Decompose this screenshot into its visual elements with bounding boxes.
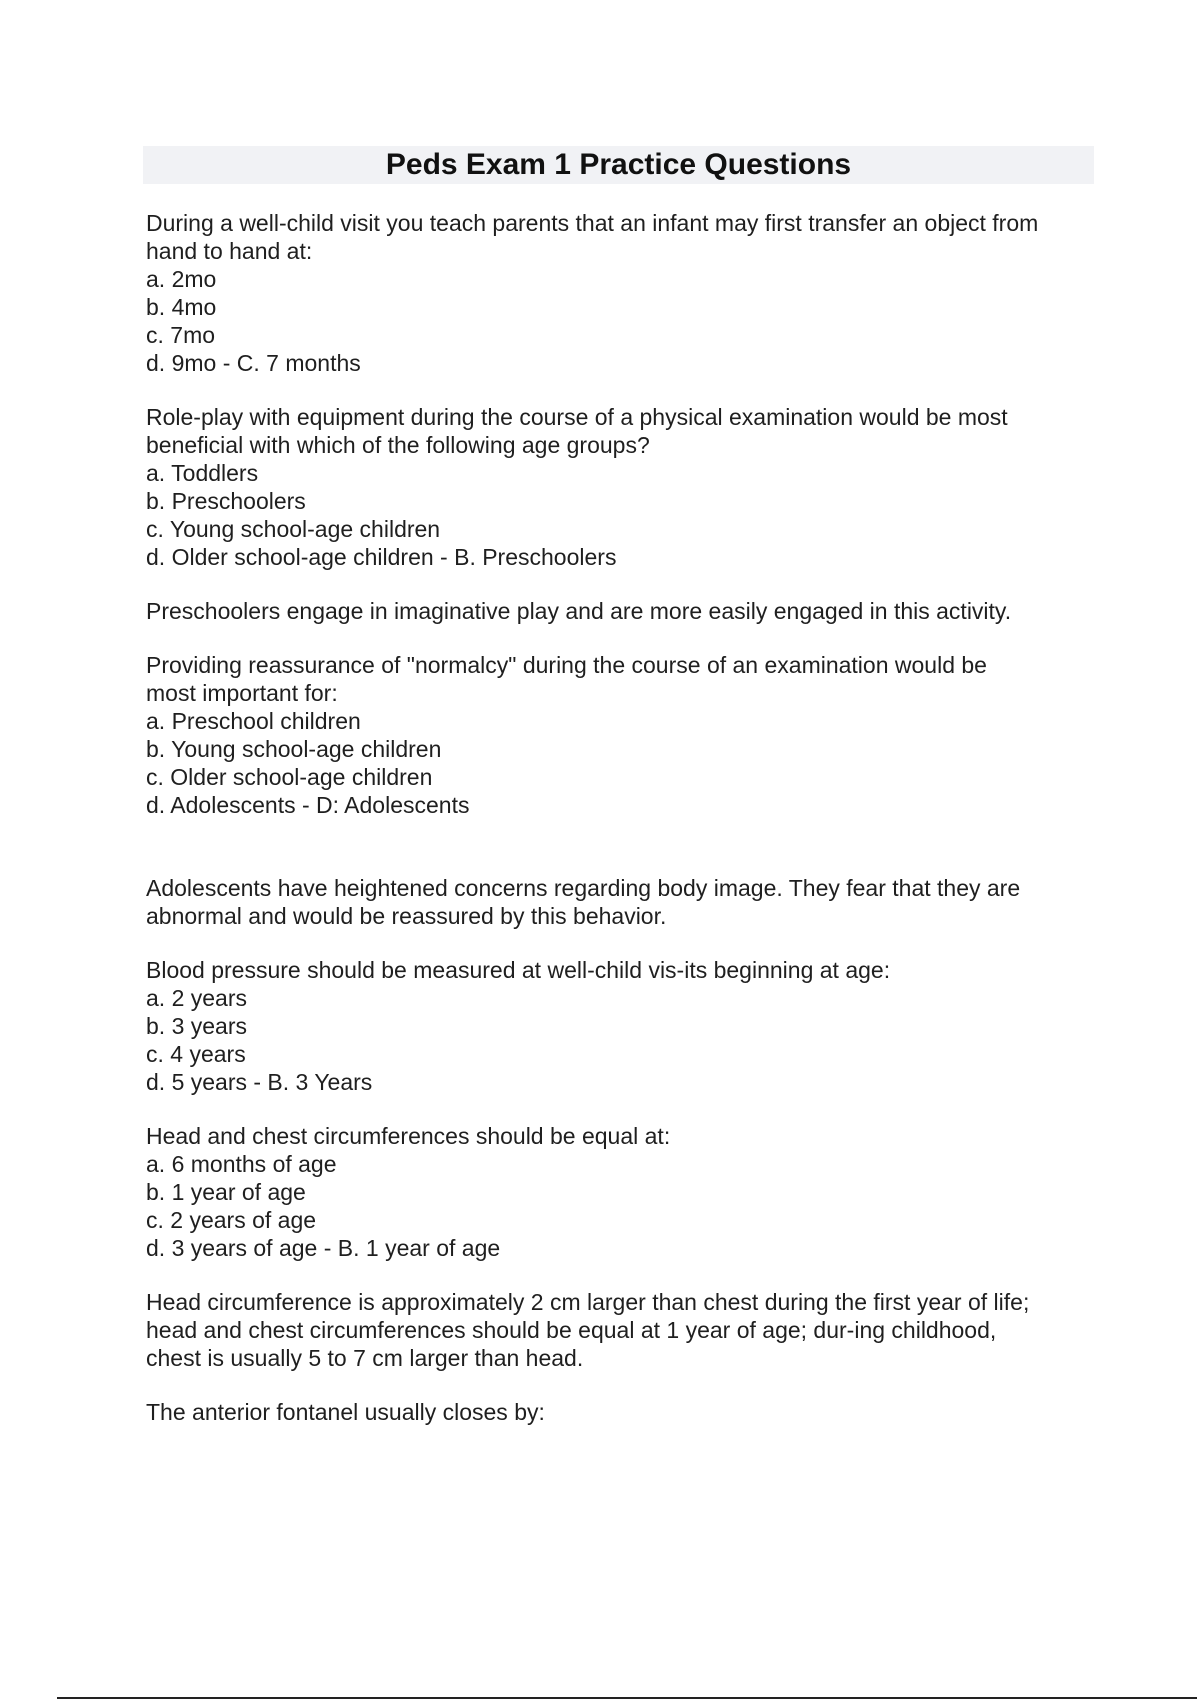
question-6-stem-line-1: The anterior fontanel usually closes by: <box>146 1399 545 1425</box>
question-5-rationale <box>146 1288 1096 1372</box>
question-3-option-d: d. Adolescents - D: Adolescents <box>146 792 470 818</box>
question-4-option-c: c. 4 years <box>146 1041 246 1067</box>
question-3 <box>146 651 1096 819</box>
question-3-rationale-line-1: Adolescents have heightened concerns regarding body image. They fear that they are <box>146 875 1021 901</box>
question-5-option-a: a. 6 months of age <box>146 1151 337 1177</box>
question-2-option-c: c. Young school-age children <box>146 516 441 542</box>
question-5-option-d: d. 3 years of age - B. 1 year of age <box>146 1235 501 1261</box>
question-3-option-c: c. Older school-age children <box>146 764 433 790</box>
question-6 <box>146 1398 1096 1426</box>
question-1-option-a: a. 2mo <box>146 266 217 292</box>
question-1-option-d: d. 9mo - C. 7 months <box>146 350 361 376</box>
question-1 <box>146 209 1096 377</box>
question-2-rationale <box>146 597 1096 625</box>
question-3-rationale-line-2: abnormal and would be reassured by this behavior. <box>146 903 667 929</box>
document-body <box>146 209 1096 1426</box>
question-3-option-b: b. Young school-age children <box>146 736 442 762</box>
page-title: Peds Exam 1 Practice Questions <box>385 148 852 181</box>
question-3-stem-line-2: most important for: <box>146 680 338 706</box>
question-2-rationale-line: Preschoolers engage in imaginative play and are more easily engaged in this activity. <box>146 598 1012 624</box>
question-4-option-b: b. 3 years <box>146 1013 247 1039</box>
question-5-rationale-line-1: Head circumference is approximately 2 cm larger than chest during the first year of life; <box>146 1289 1030 1315</box>
question-2-stem-line-2: beneficial with which of the following age groups? <box>146 432 650 458</box>
question-3-rationale <box>146 874 1096 930</box>
question-1-stem-line-1: During a well-child visit you teach parents that an infant may first transfer an object from <box>146 210 1039 236</box>
question-2-option-b: b. Preschoolers <box>146 488 306 514</box>
question-4-option-a: a. 2 years <box>146 985 247 1011</box>
question-2-stem-line-1: Role-play with equipment during the course of a physical examination would be most <box>146 404 1008 430</box>
question-5-stem-line-1: Head and chest circumferences should be equal at: <box>146 1123 671 1149</box>
question-1-stem-line-2: hand to hand at: <box>146 238 313 264</box>
question-1-option-c: c. 7mo <box>146 322 216 348</box>
question-5-option-b: b. 1 year of age <box>146 1179 306 1205</box>
footer-divider <box>57 1697 1197 1699</box>
question-4 <box>146 956 1096 1096</box>
question-5-rationale-line-2: head and chest circumferences should be equal at 1 year of age; dur-ing childhood, <box>146 1317 997 1343</box>
question-1-option-b: b. 4mo <box>146 294 217 320</box>
question-5-option-c: c. 2 years of age <box>146 1207 317 1233</box>
question-2 <box>146 403 1096 571</box>
question-2-option-d: d. Older school-age children - B. Preschoolers <box>146 544 617 570</box>
question-5-rationale-line-3: chest is usually 5 to 7 cm larger than head. <box>146 1345 584 1371</box>
question-3-option-a: a. Preschool children <box>146 708 361 734</box>
question-3-stem-line-1: Providing reassurance of "normalcy" during the course of an examination would be <box>146 652 987 678</box>
question-5 <box>146 1122 1096 1262</box>
question-4-stem-line-1: Blood pressure should be measured at well-child vis-its beginning at age: <box>146 957 891 983</box>
question-4-option-d: d. 5 years - B. 3 Years <box>146 1069 373 1095</box>
question-2-option-a: a. Toddlers <box>146 460 259 486</box>
